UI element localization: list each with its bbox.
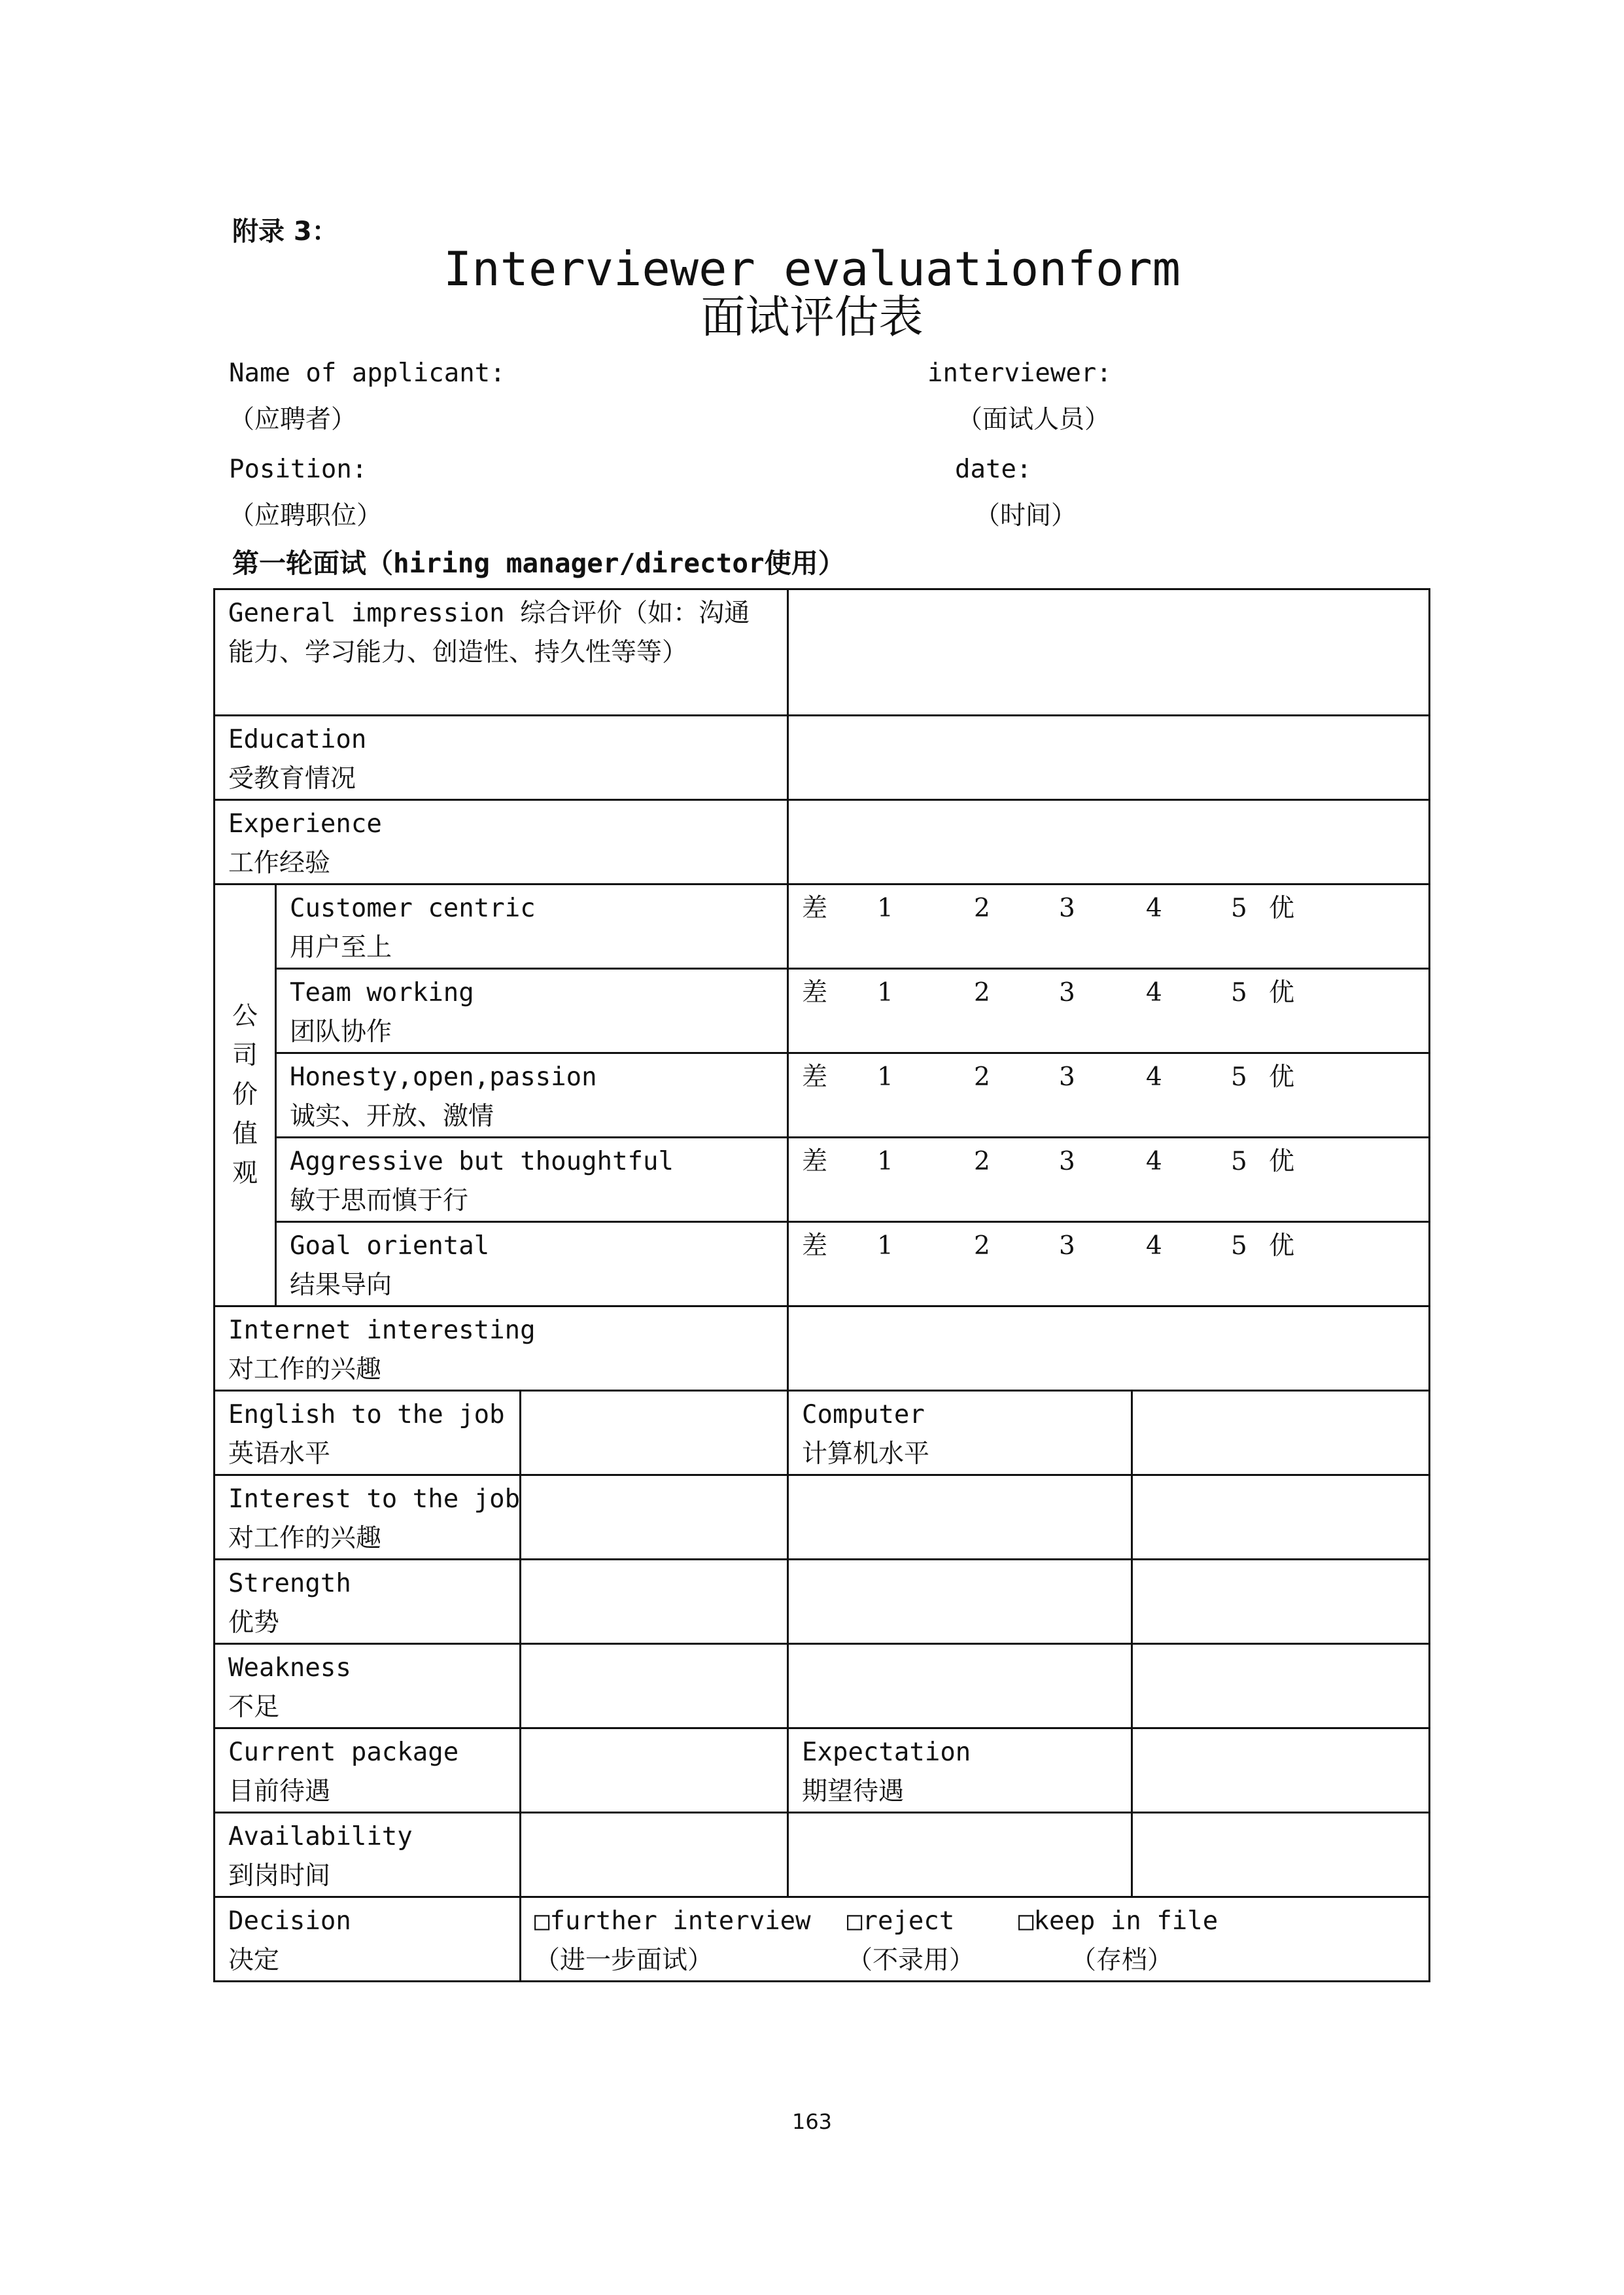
- strength-cn: 优势: [228, 1608, 280, 1638]
- scale-4[interactable]: 4: [1146, 894, 1162, 923]
- scale-1[interactable]: 1: [877, 1062, 893, 1092]
- internet-cn: 对工作的兴趣: [228, 1355, 382, 1384]
- appendix-label: 附录 3：: [232, 217, 338, 247]
- scale-3[interactable]: 3: [1059, 1231, 1075, 1261]
- scale-5[interactable]: 5: [1231, 1062, 1247, 1092]
- value-cn: 敏于思而慎于行: [290, 1186, 469, 1216]
- interest-field-2[interactable]: [788, 1475, 1132, 1560]
- computer-field[interactable]: [1132, 1391, 1430, 1475]
- round-prefix: 第一轮面试（: [232, 548, 393, 579]
- row-strength: [215, 1560, 1430, 1644]
- internet-en: Internet interesting: [228, 1316, 536, 1345]
- scale-1[interactable]: 1: [877, 1231, 893, 1261]
- scale-high: 优: [1269, 1231, 1295, 1261]
- experience-field[interactable]: [788, 800, 1430, 885]
- form-title-cn: 面试评估表: [700, 292, 924, 343]
- scale-1[interactable]: 1: [877, 894, 893, 923]
- row-value-0: [215, 885, 1430, 969]
- interest-en: Interest to the job: [228, 1484, 521, 1514]
- rating-scale[interactable]: [788, 1053, 1430, 1138]
- value-en: Goal oriental: [290, 1231, 490, 1261]
- scale-5[interactable]: 5: [1231, 894, 1247, 923]
- interest-cn: 对工作的兴趣: [228, 1524, 382, 1553]
- value-cn: 结果导向: [290, 1270, 392, 1300]
- decision-options: [521, 1897, 1430, 1982]
- option-further-en: □further interview: [534, 1906, 811, 1936]
- value-label: [276, 1138, 788, 1222]
- decision-en: Decision: [228, 1906, 351, 1936]
- scale-1[interactable]: 1: [877, 978, 893, 1007]
- english-cn: 英语水平: [228, 1439, 331, 1469]
- internet-field[interactable]: [788, 1306, 1430, 1391]
- interest-label: [215, 1475, 521, 1560]
- scale-high: 优: [1269, 894, 1295, 923]
- option-keep-cn: （存档）: [1071, 1946, 1173, 1975]
- availability-field[interactable]: [521, 1813, 788, 1897]
- round-heading: [232, 546, 845, 580]
- rating-scale[interactable]: [788, 1138, 1430, 1222]
- decision-label: [215, 1897, 521, 1982]
- scale-4[interactable]: 4: [1146, 1231, 1162, 1261]
- applicant-cn: （应聘者）: [229, 405, 357, 434]
- row-weakness: [215, 1644, 1430, 1728]
- interviewer-label: interviewer:: [927, 359, 1112, 388]
- option-further-interview[interactable]: [534, 1902, 847, 1980]
- rating-scale[interactable]: [788, 969, 1430, 1053]
- education-cn: 受教育情况: [228, 764, 356, 794]
- scale-low: 差: [802, 1147, 828, 1176]
- scale-3[interactable]: 3: [1059, 894, 1075, 923]
- form-title-en: Interviewer evaluationform: [443, 241, 1181, 296]
- english-field[interactable]: [521, 1391, 788, 1475]
- expectation-cn: 期望待遇: [802, 1777, 905, 1806]
- availability-label: [215, 1813, 521, 1897]
- strength-field-2[interactable]: [788, 1560, 1132, 1644]
- interest-field-3[interactable]: [1132, 1475, 1430, 1560]
- scale-1[interactable]: 1: [877, 1147, 893, 1176]
- strength-field[interactable]: [521, 1560, 788, 1644]
- scale-3[interactable]: 3: [1059, 1147, 1075, 1176]
- education-label: [215, 716, 788, 800]
- general-impression-field[interactable]: [788, 589, 1430, 716]
- experience-label: [215, 800, 788, 885]
- strength-label: [215, 1560, 521, 1644]
- general-impression-label: [215, 589, 788, 716]
- position-label: Position:: [229, 455, 368, 484]
- date-label: date:: [955, 455, 1032, 484]
- values-char-2: 价: [232, 1080, 258, 1110]
- scale-low: 差: [802, 894, 828, 923]
- value-en: Honesty,open,passion: [290, 1062, 597, 1092]
- value-cn: 诚实、开放、激情: [290, 1102, 494, 1131]
- page-number: 163: [791, 2109, 833, 2134]
- availability-field-3[interactable]: [1132, 1813, 1430, 1897]
- values-char-4: 观: [232, 1159, 258, 1188]
- package-en: Current package: [228, 1738, 459, 1767]
- scale-2[interactable]: 2: [974, 894, 990, 923]
- value-en: Team working: [290, 978, 474, 1007]
- general-cn: 综合评价（如：沟通能力、学习能力、创造性、持久性等等）: [228, 599, 750, 667]
- values-char-3: 值: [232, 1119, 258, 1149]
- scale-high: 优: [1269, 1147, 1295, 1176]
- row-general-impression: [215, 589, 1430, 716]
- general-en: General impression: [228, 599, 521, 628]
- education-en: Education: [228, 725, 367, 754]
- english-en: English to the job: [228, 1400, 505, 1429]
- date-cn: （时间）: [975, 501, 1077, 531]
- option-keep-in-file[interactable]: [1018, 1902, 1218, 1980]
- experience-cn: 工作经验: [228, 849, 331, 878]
- scale-3[interactable]: 3: [1059, 978, 1075, 1007]
- value-label: [276, 1053, 788, 1138]
- package-label: [215, 1728, 521, 1813]
- package-field[interactable]: [521, 1728, 788, 1813]
- row-decision: [215, 1897, 1430, 1982]
- round-suffix: 使用）: [764, 548, 845, 579]
- interest-field[interactable]: [521, 1475, 788, 1560]
- rating-scale[interactable]: [788, 885, 1430, 969]
- value-label: [276, 1222, 788, 1306]
- expectation-field[interactable]: [1132, 1728, 1430, 1813]
- row-value-1: [215, 969, 1430, 1053]
- scale-2[interactable]: 2: [974, 1231, 990, 1261]
- scale-low: 差: [802, 978, 828, 1007]
- option-further-cn: （进一步面试）: [534, 1946, 714, 1975]
- row-value-2: [215, 1053, 1430, 1138]
- option-reject-cn: （不录用）: [847, 1946, 975, 1975]
- weakness-cn: 不足: [228, 1692, 280, 1722]
- availability-field-2[interactable]: [788, 1813, 1132, 1897]
- value-label: [276, 885, 788, 969]
- expectation-en: Expectation: [802, 1738, 971, 1767]
- internet-label: [215, 1306, 788, 1391]
- rating-scale[interactable]: [788, 1222, 1430, 1306]
- interviewer-cn: （面试人员）: [957, 405, 1111, 434]
- value-label: [276, 969, 788, 1053]
- expectation-label: [788, 1728, 1132, 1813]
- value-cn: 团队协作: [290, 1017, 392, 1047]
- scale-4[interactable]: 4: [1146, 1062, 1162, 1092]
- decision-cn: 决定: [228, 1946, 280, 1975]
- scale-low: 差: [802, 1062, 828, 1092]
- availability-en: Availability: [228, 1822, 413, 1851]
- option-keep-en: □keep in file: [1018, 1906, 1218, 1936]
- english-label: [215, 1391, 521, 1475]
- scale-3[interactable]: 3: [1059, 1062, 1075, 1092]
- strength-field-3[interactable]: [1132, 1560, 1430, 1644]
- value-cn: 用户至上: [290, 933, 392, 962]
- experience-en: Experience: [228, 809, 382, 839]
- scale-2[interactable]: 2: [974, 978, 990, 1007]
- scale-high: 优: [1269, 1062, 1295, 1092]
- weakness-field[interactable]: [521, 1644, 788, 1728]
- computer-cn: 计算机水平: [802, 1439, 930, 1469]
- row-internet-interest: [215, 1306, 1430, 1391]
- strength-en: Strength: [228, 1569, 351, 1598]
- row-package: [215, 1728, 1430, 1813]
- position-cn: （应聘职位）: [229, 501, 383, 531]
- value-en: Aggressive but thoughtful: [290, 1147, 674, 1176]
- weakness-field-3[interactable]: [1132, 1644, 1430, 1728]
- company-values-group: [215, 885, 276, 1306]
- weakness-en: Weakness: [228, 1653, 351, 1683]
- evaluation-table: [213, 588, 1430, 1982]
- computer-en: Computer: [802, 1400, 925, 1429]
- applicant-label: Name of applicant:: [229, 359, 506, 388]
- value-en: Customer centric: [290, 894, 536, 923]
- scale-4[interactable]: 4: [1146, 1147, 1162, 1176]
- values-char-1: 司: [232, 1041, 258, 1070]
- row-availability: [215, 1813, 1430, 1897]
- row-value-4: [215, 1222, 1430, 1306]
- scale-low: 差: [802, 1231, 828, 1261]
- row-value-3: [215, 1138, 1430, 1222]
- option-reject[interactable]: [847, 1902, 1018, 1980]
- values-char-0: 公: [232, 1002, 258, 1031]
- package-cn: 目前待遇: [228, 1777, 331, 1806]
- round-role: hiring manager/director: [393, 548, 765, 579]
- scale-5[interactable]: 5: [1231, 1147, 1247, 1176]
- availability-cn: 到岗时间: [228, 1861, 331, 1891]
- weakness-label: [215, 1644, 521, 1728]
- scale-5[interactable]: 5: [1231, 978, 1247, 1007]
- scale-2[interactable]: 2: [974, 1147, 990, 1176]
- computer-label: [788, 1391, 1132, 1475]
- row-interest: [215, 1475, 1430, 1560]
- scale-high: 优: [1269, 978, 1295, 1007]
- row-education: [215, 716, 1430, 800]
- row-english-computer: [215, 1391, 1430, 1475]
- scale-5[interactable]: 5: [1231, 1231, 1247, 1261]
- weakness-field-2[interactable]: [788, 1644, 1132, 1728]
- scale-4[interactable]: 4: [1146, 978, 1162, 1007]
- option-reject-en: □reject: [847, 1906, 955, 1936]
- scale-2[interactable]: 2: [974, 1062, 990, 1092]
- row-experience: [215, 800, 1430, 885]
- education-field[interactable]: [788, 716, 1430, 800]
